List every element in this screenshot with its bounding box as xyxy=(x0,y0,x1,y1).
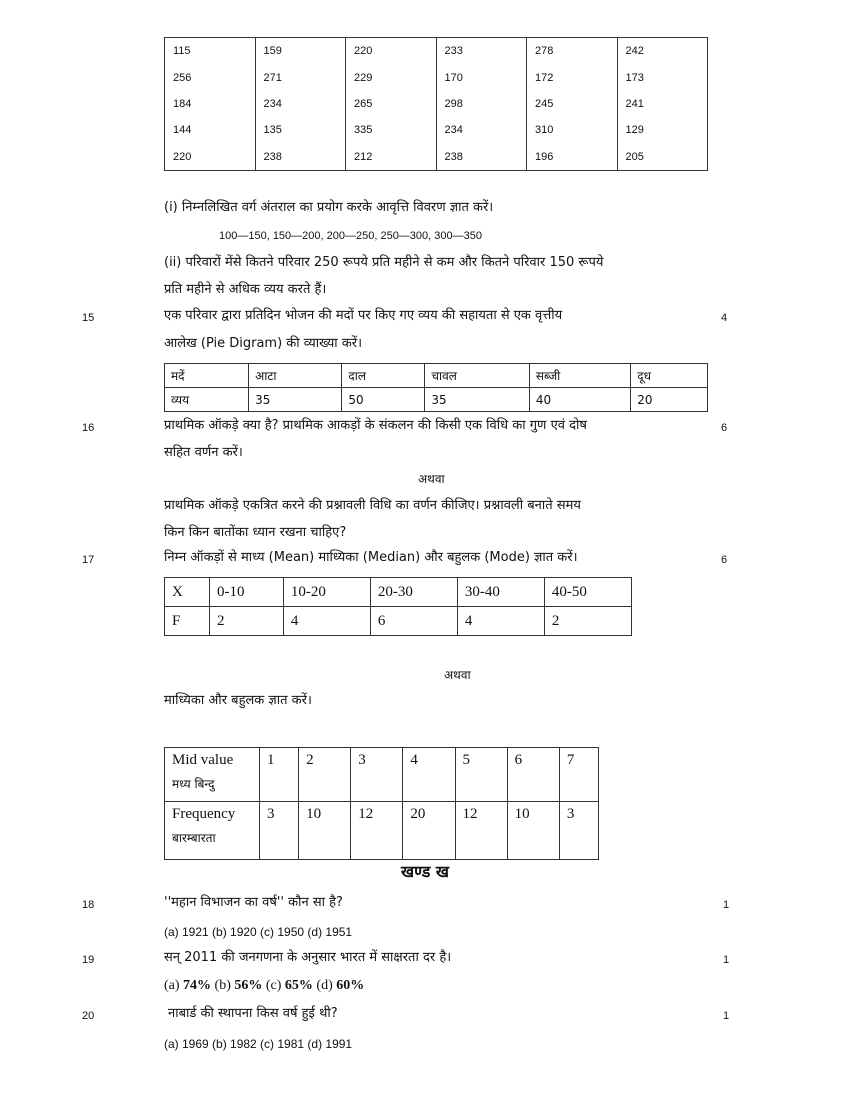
table-cell: 233 xyxy=(436,38,527,65)
table-cell: 1 xyxy=(260,748,299,802)
table-cell: 5 xyxy=(455,748,507,802)
frequency-label xyxy=(165,802,260,860)
table-cell: 212 xyxy=(346,144,437,171)
q19-option-b: (b) xyxy=(211,978,235,993)
q15-number: 15 xyxy=(82,312,95,324)
q18-options: (a) 1921 (b) 1920 (c) 1950 (d) 1951 xyxy=(164,925,353,939)
table-row xyxy=(165,802,599,860)
q20-marks: 1 xyxy=(723,1010,730,1022)
table-cell: 2 xyxy=(299,748,351,802)
q19-option-d: (d) xyxy=(312,978,337,993)
table-cell: 234 xyxy=(436,117,527,143)
table-cell: 3 xyxy=(559,802,598,860)
mid-value-label xyxy=(165,748,260,802)
table-cell: 298 xyxy=(436,91,527,117)
class-frequency-table xyxy=(164,577,632,636)
q19-value-a: 74% xyxy=(183,978,212,993)
q19-options xyxy=(164,977,364,995)
q19-value-b: 56% xyxy=(234,978,263,993)
table-cell: 20 xyxy=(631,388,708,412)
table-cell: 10 xyxy=(507,802,559,860)
table-cell: 3 xyxy=(351,748,403,802)
table-cell: 172 xyxy=(527,64,618,90)
table-row xyxy=(165,117,708,143)
table-cell: 310 xyxy=(527,117,618,143)
table-cell: 335 xyxy=(346,117,437,143)
frequency-label-en: Frequency xyxy=(172,806,236,822)
table-cell: 220 xyxy=(346,38,437,65)
table-header-cell: मदें xyxy=(165,364,249,388)
table-cell: 6 xyxy=(507,748,559,802)
q14-part-i: (i) निम्नलिखित वर्ग अंतराल का प्रयोग करके आवृत्ति विवरण ज्ञात करें। xyxy=(164,200,494,215)
q15-line1: एक परिवार द्वारा प्रतिदिन भोजन की मदों पर किए गए व्यय की सहायता से एक वृत्तीय xyxy=(164,308,563,323)
expenditure-data-table xyxy=(164,37,708,171)
q20-text: नाबार्ड की स्थापना किस वर्ष हुई थी? xyxy=(168,1006,338,1021)
table-row xyxy=(165,64,708,90)
table-header-cell: दाल xyxy=(342,364,425,388)
q18-marks: 1 xyxy=(723,899,730,911)
table-cell: 144 xyxy=(165,117,256,143)
table-cell: 159 xyxy=(255,38,346,65)
q17-number: 17 xyxy=(82,554,95,566)
table-cell: 4 xyxy=(403,748,455,802)
q17-marks: 6 xyxy=(721,554,728,566)
table-cell: F xyxy=(165,607,210,636)
q19-option-c: (c) xyxy=(262,978,285,993)
q18-text: ''महान विभाजन का वर्ष'' कौन सा है? xyxy=(164,895,343,910)
table-cell: 0-10 xyxy=(209,578,283,607)
table-cell: 35 xyxy=(425,388,529,412)
table-cell: व्यय xyxy=(165,388,249,412)
table-cell: 10 xyxy=(299,802,351,860)
table-cell: X xyxy=(165,578,210,607)
mid-value-label-en: Mid value xyxy=(172,752,234,768)
table-cell: 196 xyxy=(527,144,618,171)
q19-option-a: (a) xyxy=(164,978,184,993)
table-cell: 256 xyxy=(165,64,256,90)
table-cell: 229 xyxy=(346,64,437,90)
q16-line2: सहित वर्णन करें। xyxy=(164,445,243,460)
frequency-label-hi: बारम्बारता xyxy=(172,831,216,845)
table-cell: 2 xyxy=(544,607,631,636)
q19-value-c: 65% xyxy=(284,978,313,993)
table-cell: 50 xyxy=(342,388,425,412)
table-cell: 241 xyxy=(617,91,708,117)
q16-number: 16 xyxy=(82,422,95,434)
table-cell: 3 xyxy=(260,802,299,860)
q16-line1: प्राथमिक ऑकड़े क्या है? प्राथमिक आकड़ों के संकलन की किसी एक विधि का गुण एवं दोष xyxy=(164,418,587,433)
table-cell: 115 xyxy=(165,38,256,65)
table-cell: 238 xyxy=(255,144,346,171)
table-cell: 135 xyxy=(255,117,346,143)
q20-number: 20 xyxy=(82,1010,95,1022)
table-cell: 129 xyxy=(617,117,708,143)
food-expense-table xyxy=(164,363,708,412)
mid-value-label-hi: मध्य बिन्दु xyxy=(172,777,215,791)
q17-or: अथवा xyxy=(444,668,471,682)
q16-alt-line2: किन किन बातोंका ध्यान रखना चाहिए? xyxy=(164,525,347,540)
table-cell: 20 xyxy=(403,802,455,860)
q15-line2: आलेख (Pie Digram) की व्याख्या करें। xyxy=(164,336,362,351)
table-cell: 184 xyxy=(165,91,256,117)
table-cell: 6 xyxy=(370,607,457,636)
table-header-cell: सब्जी xyxy=(529,364,630,388)
mid-value-frequency-table xyxy=(164,747,599,860)
section-title: खण्ड ख xyxy=(401,862,449,881)
table-row xyxy=(165,144,708,171)
table-cell: 12 xyxy=(455,802,507,860)
table-cell: 220 xyxy=(165,144,256,171)
table-row xyxy=(165,607,632,636)
q15-marks: 4 xyxy=(721,312,728,324)
q16-marks: 6 xyxy=(721,422,728,434)
q16-alt-line1: प्राथमिक ऑकड़े एकत्रित करने की प्रश्नावली विधि का वर्णन कीजिए। प्रश्नावली बनाते समय xyxy=(164,498,581,513)
q19-marks: 1 xyxy=(723,954,730,966)
table-cell: 12 xyxy=(351,802,403,860)
table-cell: 242 xyxy=(617,38,708,65)
q19-value-d: 60% xyxy=(336,978,365,993)
table-cell: 4 xyxy=(457,607,544,636)
table-cell: 30-40 xyxy=(457,578,544,607)
table-row xyxy=(165,748,599,802)
q18-number: 18 xyxy=(82,899,95,911)
table-cell: 35 xyxy=(249,388,342,412)
table-cell: 40 xyxy=(529,388,630,412)
table-header-cell: दूध xyxy=(631,364,708,388)
table-cell: 245 xyxy=(527,91,618,117)
q17-text: निम्न ऑकड़ों से माध्य (Mean) माध्यिका (Median) और बहुलक (Mode) ज्ञात करें। xyxy=(164,550,578,565)
table-row xyxy=(165,91,708,117)
table-cell: 2 xyxy=(209,607,283,636)
table-cell: 234 xyxy=(255,91,346,117)
table-cell: 4 xyxy=(283,607,370,636)
table-row xyxy=(165,364,708,388)
table-cell: 40-50 xyxy=(544,578,631,607)
q17-alt-text: माध्यिका और बहुलक ज्ञात करें। xyxy=(164,693,312,708)
table-cell: 265 xyxy=(346,91,437,117)
table-cell: 170 xyxy=(436,64,527,90)
table-cell: 10-20 xyxy=(283,578,370,607)
table-cell: 238 xyxy=(436,144,527,171)
table-cell: 271 xyxy=(255,64,346,90)
table-row xyxy=(165,388,708,412)
table-cell: 173 xyxy=(617,64,708,90)
table-header-cell: आटा xyxy=(249,364,342,388)
q16-or: अथवा xyxy=(418,472,445,486)
table-cell: 20-30 xyxy=(370,578,457,607)
q19-number: 19 xyxy=(82,954,95,966)
table-cell: 7 xyxy=(559,748,598,802)
q19-text: सन् 2011 की जनगणना के अनुसार भारत में साक्षरता दर है। xyxy=(164,950,452,965)
q14-part-ii-line2: प्रति महीने से अधिक व्यय करते हैं। xyxy=(164,282,327,297)
q20-options: (a) 1969 (b) 1982 (c) 1981 (d) 1991 xyxy=(164,1037,353,1051)
table-cell: 205 xyxy=(617,144,708,171)
table-row xyxy=(165,38,708,65)
q14-intervals: 100—150, 150—200, 200—250, 250—300, 300—350 xyxy=(219,230,482,242)
q14-part-ii-line1: (ii) परिवारों मेंसे कितने परिवार 250 रूपये प्रति महीने से कम और कितने परिवार 150 रूपये xyxy=(164,255,604,270)
table-cell: 278 xyxy=(527,38,618,65)
table-row xyxy=(165,578,632,607)
table-header-cell: चावल xyxy=(425,364,529,388)
